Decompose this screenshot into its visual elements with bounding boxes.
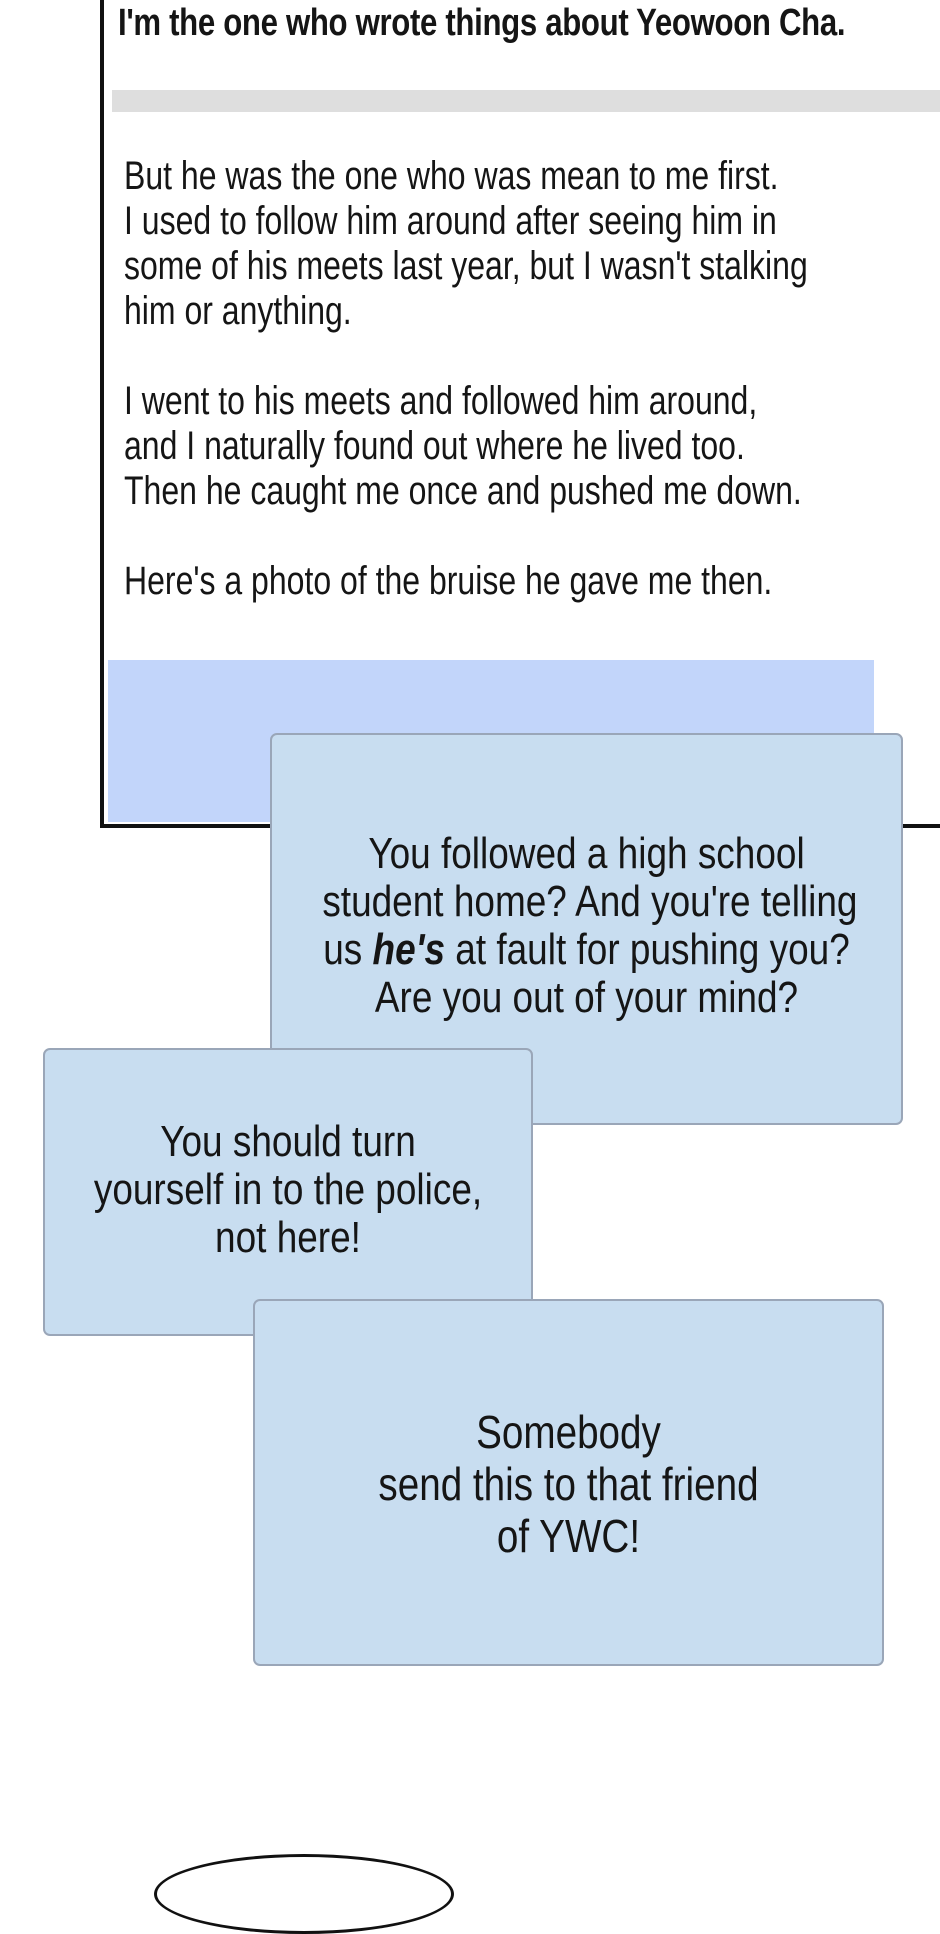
- comment-line-prefix: us: [323, 925, 373, 974]
- post-line: and I naturally found out where he lived too.: [124, 424, 745, 468]
- comment-line: You should turn: [160, 1117, 416, 1166]
- post-line: I went to his meets and followed him around,: [124, 379, 758, 423]
- comment-line-suffix: at fault for pushing you?: [444, 925, 850, 974]
- post-paragraph: [124, 379, 868, 514]
- speech-bubble-edge: [154, 1854, 454, 1934]
- comment-line: student home? And you're telling: [322, 877, 858, 926]
- post-paragraph: [124, 154, 868, 334]
- post-body: [124, 154, 868, 604]
- comment-line: of YWC!: [496, 1510, 641, 1562]
- post-title: I'm the one who wrote things about Yeowoon Cha.: [118, 2, 846, 44]
- post-line: him or anything.: [124, 289, 352, 333]
- comment-card: [253, 1299, 884, 1666]
- comment-card: [43, 1048, 533, 1336]
- comment-line: You followed a high school: [368, 829, 805, 878]
- panel-border-line: [903, 824, 940, 828]
- comment-text: [322, 829, 858, 1022]
- post-divider: [112, 90, 940, 112]
- post-line: Then he caught me once and pushed me down.: [124, 469, 802, 513]
- post-line: some of his meets last year, but I wasn't stalking: [124, 244, 808, 288]
- post-panel: [100, 0, 940, 828]
- comment-line: yourself in to the police,: [93, 1165, 483, 1214]
- comment-line: not here!: [215, 1213, 361, 1262]
- post-paragraph: [124, 559, 868, 604]
- post-line: I used to follow him around after seeing him in: [124, 199, 777, 243]
- comment-line: Are you out of your mind?: [374, 973, 799, 1022]
- comment-emphasis: he's: [372, 925, 445, 974]
- comment-line: send this to that friend: [378, 1458, 759, 1510]
- post-line: Here's a photo of the bruise he gave me then.: [124, 559, 773, 603]
- comment-text: [84, 1118, 492, 1262]
- comment-text: [305, 1406, 832, 1562]
- comment-line: Somebody: [476, 1406, 661, 1458]
- post-line: But he was the one who was mean to me first.: [124, 154, 779, 198]
